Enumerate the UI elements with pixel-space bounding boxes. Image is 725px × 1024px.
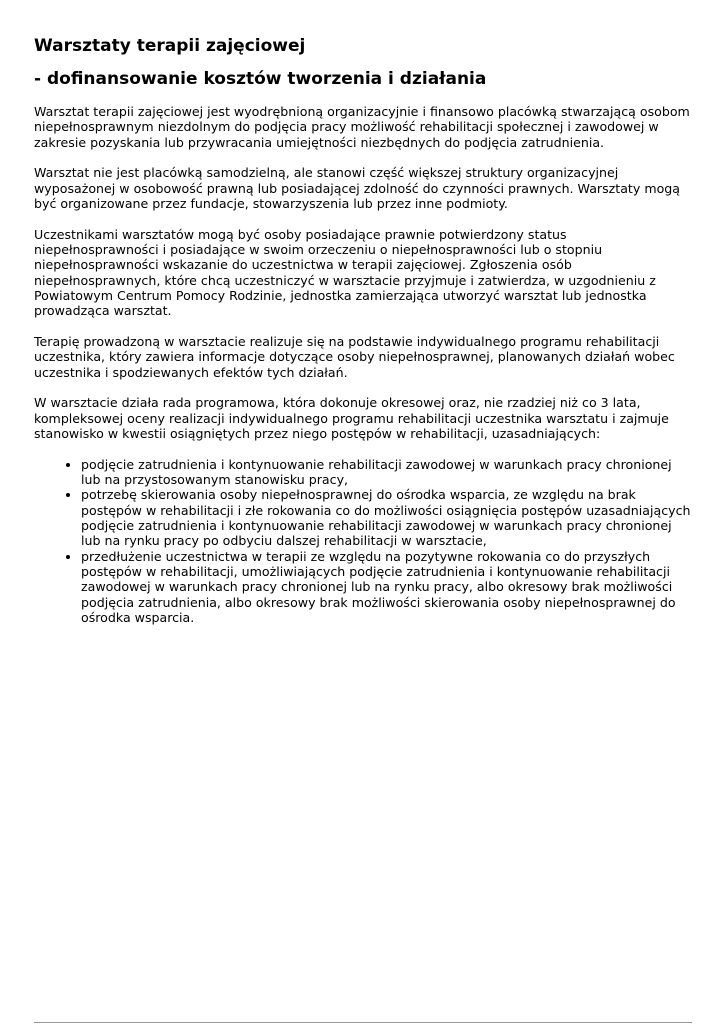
list-item: • potrzebę skierowania osoby niepełnosprawnej do ośrodka wsparcia, ze względu na brak postępów w rehabilitacji i złe rokowania co do możliwości osiągnięcia postępów uzasadniających podjęcie zatrudnienia i kontynuowanie rehabilitacji zawodowej w warunkach pracy chronionej lub na rynku pracy po odbyciu dalszej rehabilitacji w warsztacie, [81,487,692,548]
outcomes-list [34,457,692,625]
list-item: • przedłużenie uczestnictwa w terapii ze względu na pozytywne rokowania co do przyszłych postępów w rehabilitacji, umożliwiających podjęcie zatrudnienia i kontynuowanie rehabilitacji zawodowej w warunkach pracy chronionej lub na rynku pracy, albo okresowy brak możliwości podjęcia zatrudnienia, albo okresowy brak możliwości skierowania osoby niepełnosprawnej do ośrodka wsparcia. [81,549,692,625]
page-title: Warsztaty terapii zajęciowej [34,36,306,56]
paragraph-definition: Warsztat terapii zajęciowej jest wyodrębnioną organizacyjnie i finansowo placówką stwarzającą osobom niepełnosprawnym niezdolnym do podjęcia pracy możliwość rehabilitacji społecznej i zawodowej w zakresie pozyskania lub przywracania umiejętności niezbędnych do podjęcia zatrudnienia. [34,104,690,150]
paragraph-therapy: Terapię prowadzoną w warsztacie realizuje się na podstawie indywidualnego programu rehabilitacji uczestnika, który zawiera informacje dotyczące osoby niepełnosprawnej, planowanych działań wobec uczestnika i spodziewanych efektów tych działań. [34,334,675,380]
document-body [34,104,692,625]
list-item: • podjęcie zatrudnienia i kontynuowanie rehabilitacji zawodowej w warunkach pracy chronionej lub na przystosowanym stanowisku pracy, [81,457,692,488]
paragraph-program-council: W warsztacie działa rada programowa, która dokonuje okresowej oraz, nie rzadziej niż co 3 lata, kompleksowej oceny realizacji indywidualnego programu rehabilitacji uczestnika warsztatu i zajmuje stanowisko w kwestii osiągniętych przez niego postępów w rehabilitacji, uzasadniających: [34,395,669,442]
paragraph-structure: Warsztat nie jest placówką samodzielną, ale stanowi część większej struktury organizacyjnej wyposażonej w osobowość prawną lub posiadającej zdolność do czynności prawnych. Warsztaty mogą być organizowane przez fundacje, stowarzyszenia lub przez inne podmioty. [34,165,681,211]
footer-divider [34,1022,692,1023]
paragraph-participants: Uczestnikami warsztatów mogą być osoby posiadające prawnie potwierdzony status niepełnosprawności i posiadające w swoim orzeczeniu o niepełnosprawności lub o stopniu niepełnosprawności wskazanie do uczestnictwa w terapii zajęciowej. Zgłoszenia osób niepełnosprawnych, które chcą uczestniczyć w warsztacie przyjmuje i zatwierdza, w uzgodnieniu z Powiatowym Centrum Pomocy Rodzinie, jednostka zamierzająca utworzyć warsztat lub jednostka prowadząca warsztat. [34,226,656,319]
page-subtitle: - dofinansowanie kosztów tworzenia i działania [34,69,487,89]
